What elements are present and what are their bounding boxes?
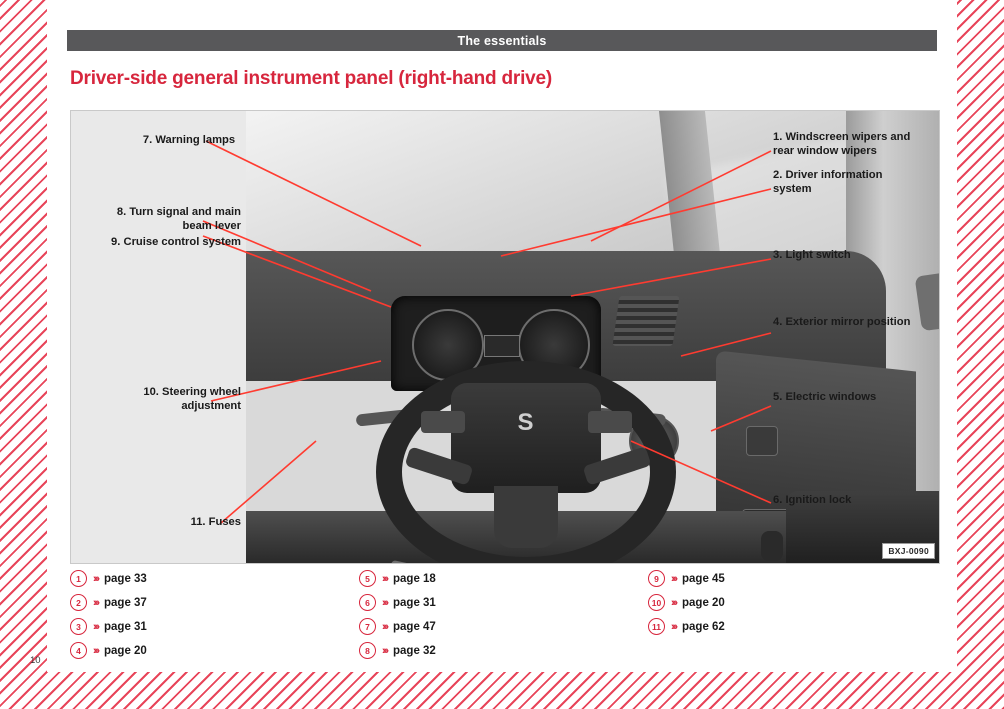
gear-lever	[761, 531, 783, 561]
steering-spoke-bottom	[494, 486, 558, 548]
chapter-header-label: The essentials	[457, 33, 547, 48]
ref-number-badge: 9	[648, 570, 665, 587]
chapter-header	[67, 30, 937, 51]
ref-arrow-icon: ›››	[382, 596, 387, 609]
page-title: Driver-side general instrument panel (right-hand drive)	[70, 68, 553, 89]
list-item[interactable]	[648, 570, 937, 587]
ref-number-badge: 5	[359, 570, 376, 587]
callout-8	[111, 206, 241, 233]
ref-number-badge: 2	[70, 594, 87, 611]
callout-7-label: Warning lamps	[155, 134, 236, 146]
wheel-buttons-left	[421, 411, 465, 433]
brand-badge: S	[517, 409, 535, 436]
callout-7-number: 7.	[142, 134, 153, 146]
ref-arrow-icon: ›››	[382, 620, 387, 633]
instrument-panel-figure	[70, 110, 940, 564]
ref-arrow-icon: ›››	[93, 596, 98, 609]
callout-10-number: 10.	[143, 386, 159, 398]
callout-10-label: Steering wheel adjustment	[162, 386, 241, 412]
callout-9	[101, 236, 241, 250]
callout-4	[773, 316, 913, 330]
air-vent	[612, 296, 679, 346]
ref-number-badge: 11	[648, 618, 665, 635]
ref-arrow-icon: ›››	[382, 644, 387, 657]
callout-6	[773, 494, 923, 508]
page-number: 10	[30, 655, 41, 666]
list-item[interactable]	[648, 594, 937, 611]
list-item[interactable]	[359, 618, 648, 635]
ref-page-link[interactable]: page 20	[104, 644, 147, 657]
callout-6-label: Ignition lock	[785, 494, 852, 506]
callout-3	[773, 249, 923, 263]
callout-2-number: 2.	[773, 169, 783, 181]
ref-number-badge: 7	[359, 618, 376, 635]
list-item[interactable]	[359, 594, 648, 611]
page-reference-list	[70, 570, 938, 659]
ref-page-link[interactable]: page 62	[682, 620, 725, 633]
ref-number-badge: 8	[359, 642, 376, 659]
callout-7	[129, 134, 249, 148]
callout-11-number: 11.	[190, 516, 206, 528]
list-item[interactable]	[359, 642, 648, 659]
callout-5	[773, 391, 893, 405]
ref-page-link[interactable]: page 18	[393, 572, 436, 585]
callout-4-number: 4.	[773, 316, 783, 328]
callout-8-label: Turn signal and main beam lever	[129, 206, 241, 232]
list-item[interactable]	[359, 570, 648, 587]
driver-information-display	[484, 335, 520, 357]
ref-page-link[interactable]: page 37	[104, 596, 147, 609]
list-item[interactable]	[70, 594, 359, 611]
ref-page-link[interactable]: page 47	[393, 620, 436, 633]
callout-3-label: Light switch	[785, 249, 851, 261]
callout-10	[111, 386, 241, 413]
ref-page-link[interactable]: page 31	[104, 620, 147, 633]
ref-arrow-icon: ›››	[93, 620, 98, 633]
callout-9-number: 9.	[111, 236, 121, 248]
ref-arrow-icon: ›››	[671, 572, 676, 585]
callout-1	[773, 131, 931, 158]
ref-column-1	[70, 570, 359, 659]
callout-4-label: Exterior mirror position	[785, 316, 911, 328]
callout-2-label: Driver information system	[773, 169, 883, 195]
ref-number-badge: 1	[70, 570, 87, 587]
callout-3-number: 3.	[773, 249, 783, 261]
mirror-adjust-control	[746, 426, 778, 456]
list-item[interactable]	[70, 642, 359, 659]
ref-arrow-icon: ›››	[671, 620, 676, 633]
ref-page-link[interactable]: page 31	[393, 596, 436, 609]
callout-9-label: Cruise control system	[123, 236, 241, 248]
ref-arrow-icon: ›››	[671, 596, 676, 609]
ref-column-2	[359, 570, 648, 659]
list-item[interactable]	[70, 570, 359, 587]
figure-code: BXJ-0090	[882, 543, 935, 559]
ref-number-badge: 4	[70, 642, 87, 659]
ref-number-badge: 3	[70, 618, 87, 635]
callout-2	[773, 169, 923, 196]
ref-page-link[interactable]: page 45	[682, 572, 725, 585]
ref-arrow-icon: ›››	[93, 644, 98, 657]
ref-arrow-icon: ›››	[382, 572, 387, 585]
ref-page-link[interactable]: page 32	[393, 644, 436, 657]
callout-11	[126, 516, 241, 530]
wheel-buttons-right	[588, 411, 632, 433]
ref-column-3	[648, 570, 937, 659]
callout-5-number: 5.	[773, 391, 783, 403]
callout-11-label: Fuses	[208, 516, 241, 528]
callout-8-number: 8.	[116, 206, 127, 218]
ref-number-badge: 6	[359, 594, 376, 611]
list-item[interactable]	[648, 618, 937, 635]
ref-number-badge: 10	[648, 594, 665, 611]
ref-arrow-icon: ›››	[93, 572, 98, 585]
ref-page-link[interactable]: page 33	[104, 572, 147, 585]
callout-1-label: Windscreen wipers and rear window wipers	[773, 131, 911, 157]
callout-6-number: 6.	[773, 494, 783, 506]
ref-page-link[interactable]: page 20	[682, 596, 725, 609]
callout-5-label: Electric windows	[785, 391, 877, 403]
callout-1-number: 1.	[773, 131, 783, 143]
list-item[interactable]	[70, 618, 359, 635]
